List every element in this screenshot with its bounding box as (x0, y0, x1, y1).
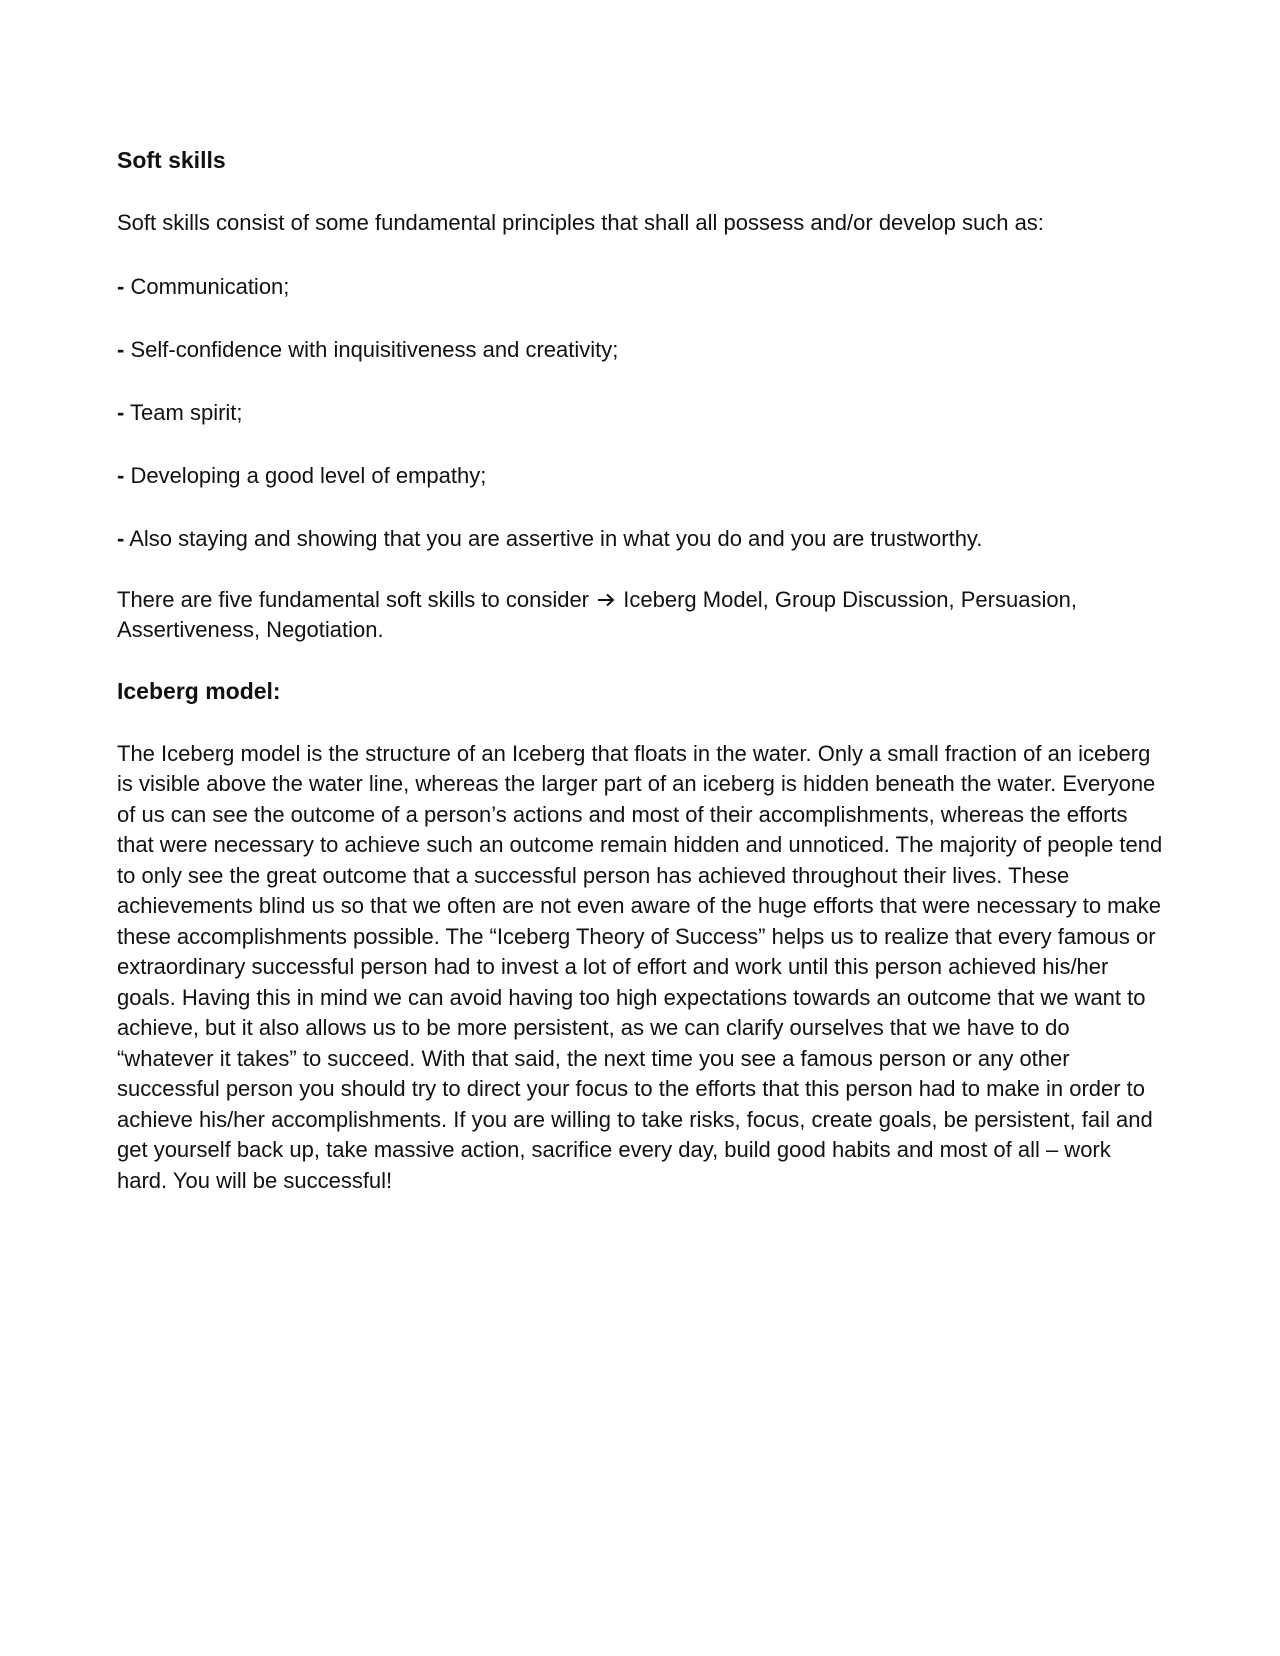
bullet-dash: - (117, 525, 125, 551)
five-skills-list: Iceberg Model, Group Discussion, Persuasion, Assertiveness, Negotiation. (117, 586, 1077, 642)
bullet-dash: - (117, 462, 125, 488)
bullet-dash: - (117, 399, 125, 425)
bullet-dash: - (117, 336, 125, 362)
document-page (117, 145, 1167, 1196)
list-item (117, 398, 1167, 428)
list-item (117, 461, 1167, 491)
five-skills-lead: There are five fundamental soft skills to consider (117, 586, 590, 612)
list-item-text: Communication; (130, 273, 290, 299)
list-item-text: Self-confidence with inquisitiveness and creativity; (130, 336, 619, 362)
iceberg-paragraph: The Iceberg model is the structure of an Iceberg that floats in the water. Only a small fraction of an iceberg is visible above the water line, whereas the larger part of an iceberg is hidden beneath the water. Everyone of us can see the outcome of a person’s actions and most of their accomplishments, whereas the efforts that were necessary to achieve such an outcome remain hidden and unnoticed. The majority of people tend to only see the great outcome that a successful person has achieved throughout their lives. These achievements blind us so that we often are not even aware of the huge efforts that were necessary to make these accomplishments possible. The “Iceberg Theory of Success” helps us to realize that every famous or extraordinary successful person had to invest a lot of effort and work until this person achieved his/her goals. Having this in mind we can avoid having too high expectations towards an outcome that we want to achieve, but it also allows us to be more persistent, as we can clarify ourselves that we have to do “whatever it takes” to succeed. With that said, the next time you see a famous person or any other successful person you should try to direct your focus to the efforts that this person had to make in order to achieve his/her accomplishments. If you are willing to take risks, focus, create goals, be persistent, fail and get yourself back up, take massive action, sacrifice every day, build good habits and most of all – work hard. You will be successful! (117, 740, 1163, 1193)
five-skills-paragraph (117, 585, 1167, 646)
list-item (117, 272, 1167, 302)
page-title: Soft skills (117, 147, 226, 173)
intro-paragraph: Soft skills consist of some fundamental principles that shall all possess and/or develop such as: (117, 210, 1044, 235)
list-item-text: Team spirit; (130, 399, 243, 425)
list-item (117, 335, 1167, 365)
list-item-text: Developing a good level of empathy; (130, 462, 487, 488)
skills-list (117, 272, 1167, 554)
list-item (117, 524, 1167, 554)
section-heading-iceberg: Iceberg model: (117, 677, 281, 704)
right-arrow-icon (597, 585, 615, 616)
bullet-dash: - (117, 273, 125, 299)
list-item-text: Also staying and showing that you are assertive in what you do and you are trustworthy. (129, 525, 983, 551)
